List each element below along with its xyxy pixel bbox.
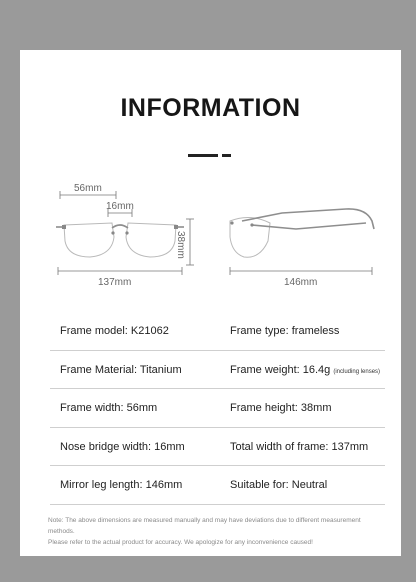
spec-row [50,351,385,390]
temple-length-label: 146mm [284,277,318,288]
lens-height-label: 38mm [175,231,186,259]
spec-frame-height: Frame height: 38mm [230,402,332,414]
spec-row [50,312,385,351]
dimension-diagram [20,175,401,300]
spec-frame-weight: Frame weight: 16.4g (including lenses) [230,363,381,376]
title-underline [188,154,233,158]
spec-nose-bridge: Nose bridge width: 16mm [60,440,185,453]
disclaimer-line-2: Please refer to the actual product for accuracy. We apologize for any inconvenience caused! [48,539,313,546]
disclaimer-line-1: Note: The above dimensions are measured manually and may have deviations due to different measurement methods. [48,517,361,535]
spec-row [50,389,385,428]
page-title: INFORMATION [120,94,301,122]
spec-row [50,428,385,467]
lens-width-label: 56mm [74,183,102,194]
spec-table [50,312,385,505]
disclaimer-note [48,515,388,548]
spec-frame-material: Frame Material: Titanium [60,363,182,376]
spec-leg-length: Mirror leg length: 146mm [60,479,183,491]
bridge-width-label: 16mm [106,201,134,212]
underline-long-dash [188,154,218,157]
spec-frame-width: Frame width: 56mm [60,402,158,414]
info-card [20,50,401,556]
weight-note: (including lenses) [333,368,381,375]
spec-row [50,466,385,505]
underline-short-dash [222,154,231,157]
spec-total-width: Total width of frame: 137mm [230,440,369,453]
spec-frame-type: Frame type: frameless [230,325,340,337]
spec-frame-model: Frame model: K21062 [60,325,169,337]
total-width-label: 137mm [98,277,132,288]
spec-suitable-for: Suitable for: Neutral [230,479,328,491]
